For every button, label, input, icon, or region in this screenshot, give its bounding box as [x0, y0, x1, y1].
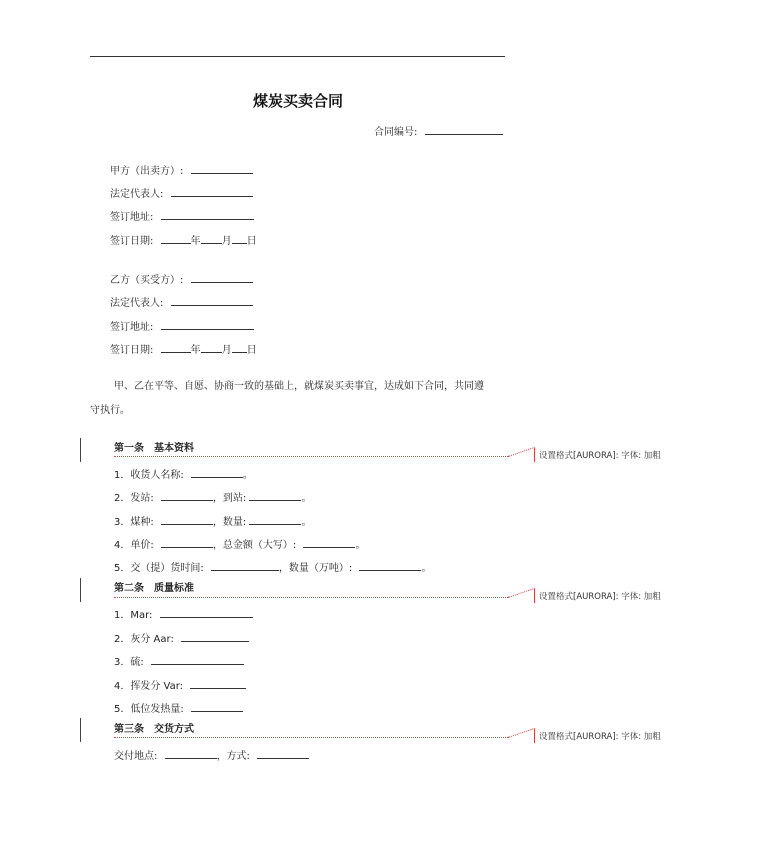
format-comment[interactable]: 设置格式[AURORA]: 字体: 加粗 [539, 592, 661, 602]
period-mark: 。 [355, 540, 366, 551]
delivery-method-blank[interactable] [257, 747, 309, 759]
party-b-addr-line [110, 318, 254, 335]
article-1-item-3 [114, 513, 311, 530]
party-a-name-line [110, 162, 253, 179]
article-1-item-5 [114, 559, 431, 576]
contract-number-label: 合同编号: [374, 127, 418, 138]
party-a-date-line [110, 232, 257, 249]
period-mark: 。 [421, 563, 432, 574]
volatile-label: 4．挥发分 Var: [114, 681, 184, 692]
period-mark: 。 [301, 517, 312, 528]
total-amount-blank[interactable] [303, 536, 355, 548]
unit-price-blank[interactable] [161, 536, 213, 548]
delivery-time-label: 5．交（提）货时间: [114, 563, 204, 574]
month-label: 月 [221, 345, 232, 356]
article-2-item-1 [114, 606, 253, 623]
article-2-heading: 第二条 质量标准 [114, 583, 194, 594]
period-mark: 。 [242, 470, 253, 481]
delivery-time-blank[interactable] [211, 559, 279, 571]
quantity-blank[interactable] [249, 513, 301, 525]
header-rule [90, 56, 505, 57]
quantity-label: ，数量: [212, 517, 247, 528]
ash-blank[interactable] [181, 630, 249, 642]
moisture-blank[interactable] [160, 606, 253, 618]
from-station-label: 2．发站: [114, 493, 154, 504]
article-2-item-5 [114, 700, 243, 717]
party-a-addr-line [110, 208, 254, 225]
coal-type-blank[interactable] [161, 513, 213, 525]
party-b-name-label: 乙方（买受方）: [110, 275, 184, 286]
delivery-quantity-label: ，数量（万吨）: [278, 563, 353, 574]
comment-mark [534, 589, 535, 603]
delivery-location-blank[interactable] [165, 747, 217, 759]
day-label: 日 [246, 236, 257, 247]
delivery-quantity-blank[interactable] [359, 559, 421, 571]
total-amount-label: ，总金额（大写）: [212, 540, 297, 551]
article-3-line-1 [114, 747, 309, 764]
sulfur-label: 3．硫: [114, 657, 144, 668]
consignee-blank[interactable] [191, 466, 243, 478]
article-2-item-3 [114, 653, 244, 670]
calorific-value-blank[interactable] [191, 700, 243, 712]
party-a-name-blank[interactable] [191, 162, 253, 174]
comment-connector [508, 588, 535, 598]
change-bar [80, 578, 81, 602]
party-b-date-label: 签订日期: [110, 345, 154, 356]
year-label: 年 [190, 345, 201, 356]
ash-label: 2．灰分 Aar: [114, 634, 174, 645]
article-2-item-4 [114, 677, 246, 694]
year-label: 年 [190, 236, 201, 247]
article-1-heading: 第一条 基本资料 [114, 443, 194, 454]
party-a-addr-label: 签订地址: [110, 212, 154, 223]
revision-underline [114, 737, 508, 738]
party-b-rep-blank[interactable] [171, 294, 253, 306]
party-a-year-blank[interactable] [161, 232, 191, 244]
comment-connector [508, 728, 535, 738]
contract-number-blank[interactable] [425, 123, 503, 135]
volatile-blank[interactable] [190, 677, 246, 689]
period-mark: 。 [301, 493, 312, 504]
party-a-addr-blank[interactable] [161, 208, 254, 220]
comment-mark [534, 448, 535, 462]
party-b-rep-label: 法定代表人: [110, 298, 164, 309]
party-a-rep-blank[interactable] [171, 185, 253, 197]
calorific-value-label: 5．低位发热量: [114, 704, 184, 715]
revision-underline [114, 597, 508, 598]
party-b-addr-blank[interactable] [161, 318, 254, 330]
party-b-name-blank[interactable] [191, 271, 253, 283]
month-label: 月 [221, 236, 232, 247]
party-b-month-blank[interactable] [201, 341, 222, 353]
format-comment[interactable]: 设置格式[AURORA]: 字体: 加粗 [539, 732, 661, 742]
intro-line-1: 甲、乙在平等、自愿、协商一致的基础上，就煤炭买卖事宜，达成如下合同，共同遵 [114, 381, 484, 392]
article-2-item-2 [114, 630, 249, 647]
revision-underline [114, 456, 508, 457]
article-1-item-2 [114, 489, 311, 506]
consignee-label: 1．收货人名称: [114, 470, 184, 481]
day-label: 日 [246, 345, 257, 356]
party-a-rep-line [110, 185, 253, 202]
article-3-heading: 第三条 交货方式 [114, 724, 194, 735]
delivery-method-label: ，方式: [216, 751, 250, 762]
intro-line-2: 守执行。 [90, 405, 130, 416]
article-1-item-4 [114, 536, 365, 553]
change-bar [80, 718, 81, 742]
comment-mark [534, 729, 535, 743]
document-title: 煤炭买卖合同 [252, 92, 343, 110]
party-b-date-line [110, 341, 257, 358]
change-bar [80, 438, 81, 462]
to-station-label: ，到站: [212, 493, 247, 504]
party-a-day-blank[interactable] [232, 232, 247, 244]
party-b-name-line [110, 271, 253, 288]
party-b-addr-label: 签订地址: [110, 322, 154, 333]
party-b-year-blank[interactable] [161, 341, 191, 353]
party-a-rep-label: 法定代表人: [110, 189, 164, 200]
moisture-label: 1．Mar: [114, 610, 153, 621]
contract-number-line [374, 123, 503, 140]
intro-paragraph [90, 375, 510, 423]
party-b-day-blank[interactable] [232, 341, 247, 353]
unit-price-label: 4．单价: [114, 540, 154, 551]
article-1-item-1 [114, 466, 253, 483]
delivery-location-label: 交付地点: [114, 751, 158, 762]
party-a-month-blank[interactable] [201, 232, 222, 244]
format-comment[interactable]: 设置格式[AURORA]: 字体: 加粗 [539, 451, 661, 461]
to-station-blank[interactable] [249, 489, 301, 501]
coal-type-label: 3．煤种: [114, 517, 154, 528]
party-b-rep-line [110, 294, 253, 311]
party-a-date-label: 签订日期: [110, 236, 154, 247]
comment-connector [508, 447, 535, 457]
party-a-name-label: 甲方（出卖方）: [110, 166, 184, 177]
from-station-blank[interactable] [161, 489, 213, 501]
sulfur-blank[interactable] [151, 653, 244, 665]
